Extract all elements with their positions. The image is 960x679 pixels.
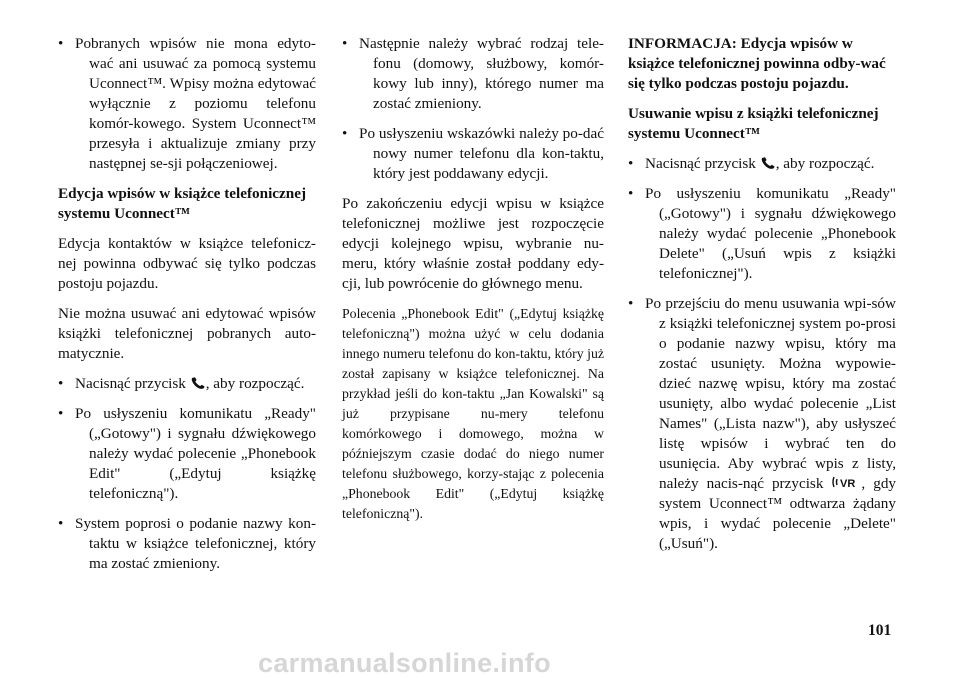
- list-item: • Po usłyszeniu wskazówki należy po-dać nowy numer telefonu dla kon-taktu, który jest poddawany edycji.: [342, 125, 604, 182]
- info-note: INFORMACJA: Edycja wpisów w książce telefonicznej powinna odby-wać się tylko podczas postoju pojazdu.: [628, 35, 886, 92]
- column-2: [342, 34, 604, 534]
- list-item: • Nacisnąć przycisk , aby rozpocząć.: [58, 375, 305, 392]
- voice-recognition-icon: [831, 474, 861, 490]
- column-1: [58, 34, 316, 584]
- list-item: • Po przejściu do menu usuwania wpi-sów z książki telefonicznej system po-prosi o podanie nazwy wpisu, który ma zostać usunięty. Można wypowie-dzieć nazwę wpisu, który ma zostać usunięty, albo wydać polecenie „List Names" („Lista nazw"), aby usłyszeć listę wpisów i wybrać ten do usunięcia. Aby wybrać wpis z listy, należy nacis-nąć przycisk VR , gdy system Uconnect™ odtwarza żądany wpis, i wydać polecenie „Delete" („Usuń").: [628, 295, 896, 552]
- paragraph: Edycja kontaktów w książce telefonicz-nej powinna odbywać się tylko podczas postoju pojazdu.: [58, 235, 316, 292]
- section-heading-delete: Usuwanie wpisu z książki telefonicznej systemu Uconnect™: [628, 105, 879, 142]
- page-number: 101: [868, 622, 892, 639]
- paragraph: Po zakończeniu edycji wpisu w książce telefonicznej możliwe jest rozpoczęcie edycji kolejnego wpisu, wybranie nu-meru, który właśnie został poddany edy-cji, lub powrócenie do głównego menu.: [342, 195, 604, 292]
- list-item: • Po usłyszeniu komunikatu „Ready" („Gotowy") i sygnału dźwiękowego należy wydać polecenie „Phonebook Delete" („Usuń wpis z książki telefonicznej").: [628, 185, 896, 282]
- phone-icon: [190, 376, 206, 390]
- list-item: • Nacisnąć przycisk , aby rozpocząć.: [628, 155, 875, 172]
- list-item: • System poprosi o podanie nazwy kon-taktu w książce telefonicznej, który ma zostać zmieniony.: [58, 515, 316, 572]
- paragraph: Polecenia „Phonebook Edit" („Edytuj książkę telefoniczną") można użyć w celu dodania innego numeru telefonu do kon-taktu, który już został zapisany w książce telefonicznej. Na przykład jeśli do kon-taktu „Jan Kowalski" są już przypisane nu-mery telefonu komórkowego i domowego, można w późniejszym czasie dodać do niego numer telefonu służbowego, korzy-stając z polecenia „Phonebook Edit" („Edytuj książkę telefoniczną").: [342, 306, 604, 521]
- svg-text:VR: VR: [840, 478, 856, 490]
- section-heading-edit: Edycja wpisów w książce telefonicznej systemu Uconnect™: [58, 185, 307, 222]
- watermark: carmanualsonline.info: [258, 648, 551, 678]
- column-3: [628, 34, 896, 564]
- paragraph: Nie można usuwać ani edytować wpisów książki telefonicznej pobranych auto-matycznie.: [58, 305, 316, 362]
- list-item: • Po usłyszeniu komunikatu „Ready" („Gotowy") i sygnału dźwiękowego należy wydać polecenie „Phonebook Edit" („Edytuj książkę telefoniczną").: [58, 405, 316, 502]
- list-item: • Następnie należy wybrać rodzaj tele-fonu (domowy, służbowy, komór-kowy lub inny), którego numer ma zostać zmieniony.: [342, 35, 604, 112]
- phone-icon: [760, 156, 776, 170]
- list-item: • Pobranych wpisów nie mona edyto-wać ani usuwać za pomocą systemu Uconnect™. Wpisy można edytować wyłącznie z poziomu telefonu komór-kowego. System Uconnect™ przesyła i aktualizuje zmiany przy następnej se-sji połączeniowej.: [58, 35, 316, 172]
